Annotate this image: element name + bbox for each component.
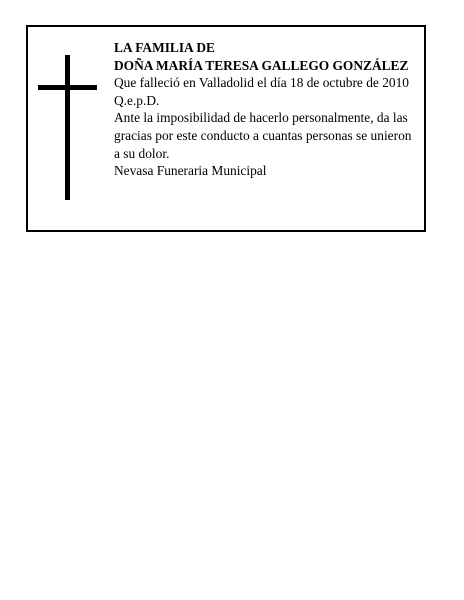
death-announcement: Que falleció en Valladolid el día 18 de octubre de 2010 — [114, 75, 409, 91]
thanks-line-3: a su dolor. — [114, 145, 170, 161]
deceased-name: DOÑA MARÍA TERESA GALLEGO GONZÁLEZ — [114, 57, 409, 73]
cross-horizontal-bar — [38, 85, 97, 90]
obituary-notice — [26, 25, 426, 232]
cross-vertical-bar — [65, 55, 70, 200]
rip-abbreviation: Q.e.p.D. — [114, 92, 160, 108]
funeral-home-signature: Nevasa Funeraria Municipal — [114, 163, 267, 179]
notice-text — [114, 39, 424, 180]
heading-line-1: LA FAMILIA DE — [114, 40, 215, 55]
thanks-line-1: Ante la imposibilidad de hacerlo personalmente, da las — [114, 110, 408, 126]
thanks-line-2: gracias por este conducto a cuantas personas se unieron — [114, 127, 412, 143]
